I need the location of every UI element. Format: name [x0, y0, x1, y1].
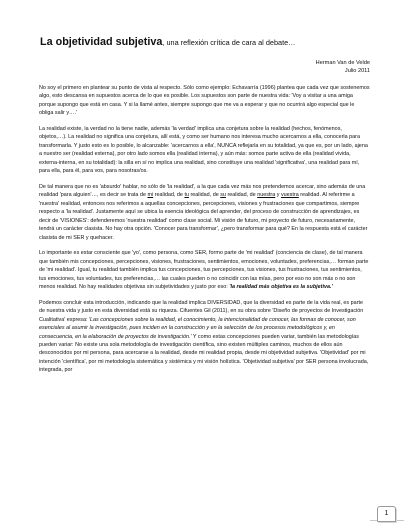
underlined-mi: mi: [147, 192, 154, 199]
paragraph-2-text: La realidad existe, la verdad no la tiene nadie, además 'la verdad' implica una conjetura sobre la realidad (hechos, fenómenos, objetos,…). La realidad no significa una conjetura, allí está, y como ser humano nos interesa mucho acercarnos a ella, conocerla para transformarla. Y justo esto es lo posible, lo alcanzable: 'acercarnos a ella', NUNCA reflejarla en su totalidad, ya que es, por un lado, ajena a nuestro ser (realidad externa), por otro lado somos ella (realidad interna), y aún más: somos parte activa de ella (realidad vivida, externa-interna, en su totalidad): la silla en sí no implica una realidad, sino constituye una realidad 'significativa', una realidad para mí, para ella, para él, para vos, para nosotras/os.: [39, 126, 368, 175]
paragraph-3-text-a: De tal manera que no es 'absurdo' hablar, no sólo de 'la realidad', a la que cada vez más nos pretendemos acercar, sino además de una realidad 'para alguien'…, es decir se trata de: [39, 183, 366, 199]
document-body: [39, 84, 370, 382]
paragraph-5-text-b: Y como estas concepciones pueden variar, también las metodologías pueden variar: No existe una sola metodología de investigación científica, sino existen múltiples caminos, muchos de ellos aún desconocidos por mi persona, para acercarse a la realidad, desde mi realidad propia, desde mi objetividad subjetiva. 'Objetividad' por mi intención 'científica', por mi metodología sistemática y sistémica y mi visión holística. 'Objetividad subjetiva' por SER persona involucrada, integrada, por: [39, 333, 369, 374]
paragraph-3: [39, 183, 370, 242]
paragraph-5-text-a: Podemos concluir esta introducción, indicando que la realidad implica DIVERSIDAD, que la diversidad es parte de la vida real, es parte de nuestra vida y justo en esta diversidad está su riqueza. Cifuentes Gil (2011), en su obra sobre 'Diseño de proyectos de Investigación Cualitativa' expresa:: [39, 299, 364, 323]
paragraph-3-text-e: y: [275, 192, 281, 199]
paragraph-4: [39, 249, 370, 291]
underlined-vuestra: vuestra: [280, 192, 299, 199]
page-number: 1: [377, 506, 396, 522]
underlined-tu: tu: [184, 192, 189, 199]
author-name: Herman Van de Velde: [315, 60, 370, 66]
underlined-nuestra: nuestra: [257, 192, 276, 199]
paragraph-3-text-d: realidad, de: [225, 192, 258, 199]
document-date: Julio 2011: [344, 68, 370, 74]
paragraph-4-text: Lo importante es estar consciente que 'yo', como persona, como SER, formo parte de 'mi realidad' (conciencia de clase), de tal manera que también mis concepciones, percepciones, visiones, frustraciones, sentimientos, emociones, voluntades, preferencias,… forman parte de 'mi realidad'. Igual, tu realidad también implica tus concepciones, tus percepciones, tus visiones, tus frustraciones, tus sentimientos, tus emociones, tus voluntades, tus preferencias,… las cuales pueden o no coincidir con las mías, pero por eso no son más o no son menos realidad. No hay realidades objetivas sin subjetividades y justo por eso:: [39, 250, 369, 291]
underlined-su: su: [220, 192, 226, 199]
document-subtitle: , una reflexión crítica de cara al debate…: [162, 38, 296, 47]
paragraph-3-text-c: realidad, de: [188, 192, 221, 199]
highlighted-quote: 'la realidad más objetiva es la subjetiva.': [229, 284, 333, 291]
paragraph-1-text: No soy el primero en plantear su punto de vista al respecto. Sólo como ejemplo: Echavarría (1996) plantea que cada vez que sostenemos algo, esto descansa en supuestos acerca de lo que es posible. Los supuestos son parte de nuestra vida: 'Voy a visitar a una amiga porque supongo que está en casa. Y si la llamé antes, siempre supongo que me va a esperar y que no ocurrirá algo especial que le obliga salir y….': [39, 85, 370, 117]
paragraph-5: [39, 299, 370, 375]
document-title-line: [40, 34, 380, 49]
paragraph-3-text-b: realidad, de: [153, 192, 185, 199]
paragraph-2: [39, 125, 370, 176]
paragraph-1: [39, 84, 370, 118]
document-title: La objetividad subjetiva: [40, 36, 163, 48]
italic-citation: 'Las concepciones sobre la realidad, el conocimiento, la intencionalidad de conocer, las formas de conocer, son esenciales al asumir la investigación, pues inciden en la construcción y en la selección de los procesos metodológicos y, en consecuencia, en la elaboración de proyectos de investigación.': [39, 316, 356, 340]
paragraph-3-text-f: realidad. Al referirme a 'nuestra' realidad, entonces nos referimos a aquellas concepciones, percepciones, visiones y frustraciones que compartimos, siempre respecto a 'la realidad'. Justamente aquí se ubica la esencia ideológica del aprender, del proceso de construcción de aprendizajes, es decir de 'VISIONES': defenderemos 'nuestra realidad' como clase social. Mi visión de futuro, mi proyecto de futuro, necesariamente, tendrá un carácter clasista. No hay otra opción. 'Conocer para transformar', ¿pero transformar para qué? En la respuesta está el carácter clasista de mi SER y quehacer.: [39, 192, 368, 241]
